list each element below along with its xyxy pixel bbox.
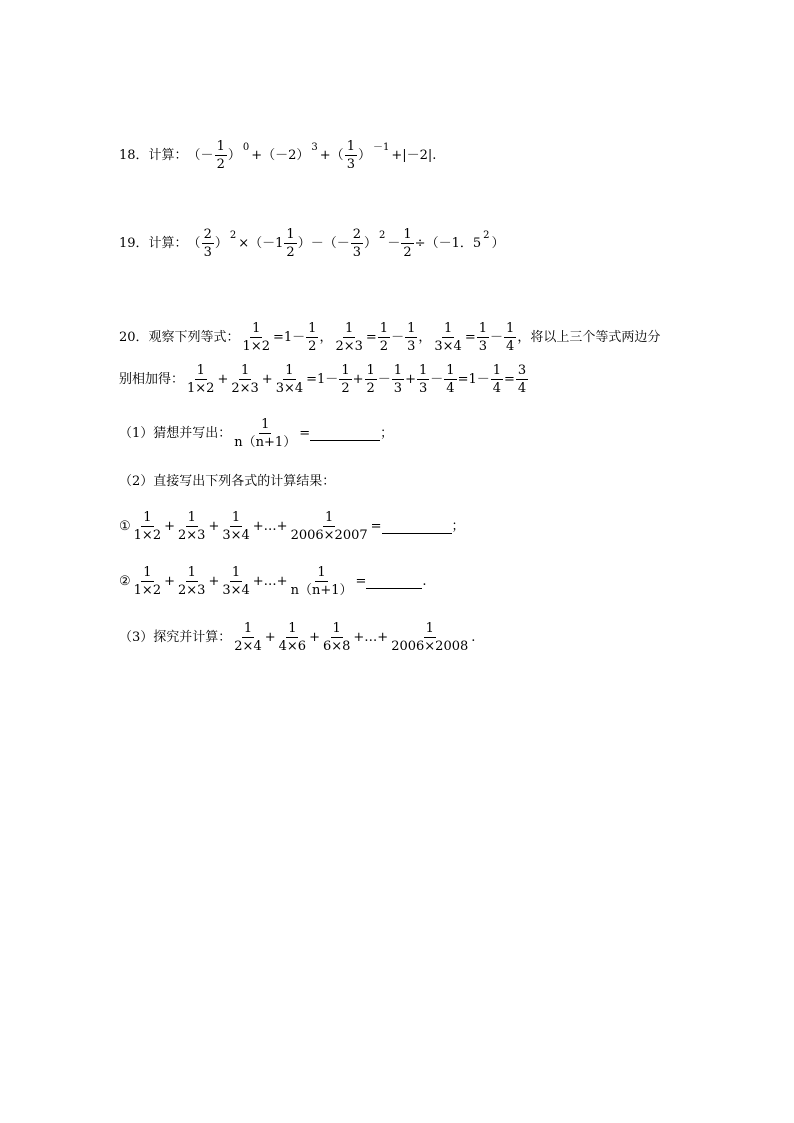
answer-blank[interactable]	[382, 519, 452, 534]
question-20-part-2: （2）直接写出下列各式的计算结果：	[119, 474, 336, 489]
q20-fraction: $\frac{1}{2}$	[341, 363, 350, 396]
question-20-part-3: （3）探究并计算： $\frac{1}{2\times 4}$ + $\frac{1}{4\times 6}$ + $\frac{1}{6\times 8}$ +…+ $\frac{1}{2006\times 2008}$ .	[119, 621, 476, 654]
q20-fraction: $\frac{1}{3\times 4}$	[434, 321, 462, 354]
q18-text: （－	[187, 148, 214, 163]
question-20-line-2: 别相加得： $\frac{1}{1\times 2}$ + $\frac{1}{2\times 3}$ + $\frac{1}{3\times 4}$ =1－ $\frac{1}{2}$ + $\frac{1}{2}$ － $\frac{1}{3}$ + $\frac{1}{3}$ － $\frac{1}{4}$ =1－ $\frac{1}{4}$ = $\frac{3}{4}$	[119, 363, 527, 396]
q20-fraction: $\frac{1}{2\times 4}$	[234, 621, 262, 654]
q19-number: 19．计算：	[119, 236, 188, 251]
question-20-part-2-item-2: ② $\frac{1}{1\times 2}$ + $\frac{1}{2\times 3}$ + $\frac{1}{3\times 4}$ +…+ $\frac{1}{n(n+1)}$ = .	[119, 565, 427, 598]
q19-fraction: $\frac{1}{2}$	[286, 227, 295, 260]
q20-fraction: $\frac{1}{2\times 3}$	[178, 510, 206, 543]
q18-fraction: $\frac{1}{2}$	[216, 139, 225, 172]
q20-fraction: $\frac{1}{4}$	[492, 363, 502, 396]
q20-fraction: $\frac{1}{4}$	[446, 363, 455, 396]
question-19: 19．计算： （ $\frac{2}{3}$ ） 2 ×（－1 $\frac{1}{2}$ ）－（－ $\frac{2}{3}$ ） 2 － $\frac{1}{2}$ ÷（－1．5 2 ）	[119, 227, 505, 260]
q20-fraction: $\frac{1}{2\times 3}$	[335, 321, 363, 354]
q20-fraction: $\frac{1}{1\times 2}$	[133, 565, 162, 598]
q20-fraction: $\frac{1}{3}$	[478, 321, 488, 354]
q20-fraction: $\frac{1}{1\times 2}$	[133, 510, 162, 543]
q20-fraction: $\frac{3}{4}$	[517, 363, 527, 396]
q20-fraction: $\frac{1}{4}$	[506, 321, 515, 354]
q20-fraction: $\frac{1}{4\times 6}$	[278, 621, 307, 654]
q20-fraction: $\frac{1}{n(n+1)}$	[290, 565, 353, 598]
question-20-line-1: 20．观察下列等式： $\frac{1}{1\times 2}$ =1－ $\frac{1}{2}$ ， $\frac{1}{2\times 3}$ = $\frac{1}{2}$ － $\frac{1}{3}$ ， $\frac{1}{3\times 4}$ = $\frac{1}{3}$ － $\frac{1}{4}$ ，将以上三个等式两边分	[119, 321, 661, 354]
question-18: 18．计算： （－ $\frac{1}{2}$ ） 0 +（－2） 3 +（ $\frac{1}{3}$ ） －1 +|－2|.	[119, 139, 437, 172]
question-20-part-2-item-1: ① $\frac{1}{1\times 2}$ + $\frac{1}{2\times 3}$ + $\frac{1}{3\times 4}$ +…+ $\frac{1}{2006\times 2007}$ = ；	[119, 510, 465, 543]
q20-fraction: $\frac{1}{2\times 3}$	[231, 363, 259, 396]
q19-fraction: $\frac{2}{3}$	[203, 227, 212, 260]
q19-exponent: 2	[483, 229, 490, 241]
q19-exponent: 2	[229, 229, 237, 241]
q19-fraction: $\frac{1}{2}$	[403, 227, 412, 260]
q20-fraction: $\frac{1}{2}$	[379, 321, 389, 354]
q20-fraction: $\frac{1}{6\times 8}$	[322, 621, 351, 654]
q20-fraction: $\frac{1}{3}$	[393, 363, 403, 396]
q20-intro: 20．观察下列等式：	[119, 330, 240, 345]
q20-fraction: $\frac{1}{n(n+1)}$	[234, 417, 297, 450]
q20-fraction: $\frac{1}{3}$	[407, 321, 416, 354]
q20-fraction: $\frac{1}{2006\times 2008}$	[391, 621, 469, 654]
q18-exponent: 3	[311, 141, 318, 153]
q18-exponent: 0	[242, 141, 250, 153]
question-20-part-1: （1）猜想并写出： $\frac{1}{n(n+1)}$ = ；	[119, 417, 394, 450]
q20-fraction: $\frac{1}{3}$	[418, 363, 428, 396]
q20-fraction: $\frac{1}{3\times 4}$	[222, 565, 250, 598]
q18-number: 18．计算：	[119, 148, 188, 163]
q20-fraction: $\frac{1}{3\times 4}$	[222, 510, 250, 543]
q20-fraction: $\frac{1}{2\times 3}$	[178, 565, 206, 598]
q20-fraction: $\frac{1}{2006\times 2007}$	[290, 510, 368, 543]
q20-fraction: $\frac{1}{2}$	[308, 321, 317, 354]
q19-exponent: 2	[379, 229, 386, 241]
q18-fraction: $\frac{1}{3}$	[346, 139, 355, 172]
q19-fraction: $\frac{2}{3}$	[352, 227, 361, 260]
q18-exponent: －1	[372, 141, 390, 153]
q20-fraction: $\frac{1}{3\times 4}$	[275, 363, 304, 396]
answer-blank[interactable]	[366, 574, 422, 589]
q20-fraction: $\frac{1}{1\times 2}$	[242, 321, 270, 354]
answer-blank[interactable]	[310, 426, 380, 441]
q20-fraction: $\frac{1}{2}$	[366, 363, 375, 396]
q20-fraction: $\frac{1}{1\times 2}$	[187, 363, 215, 396]
